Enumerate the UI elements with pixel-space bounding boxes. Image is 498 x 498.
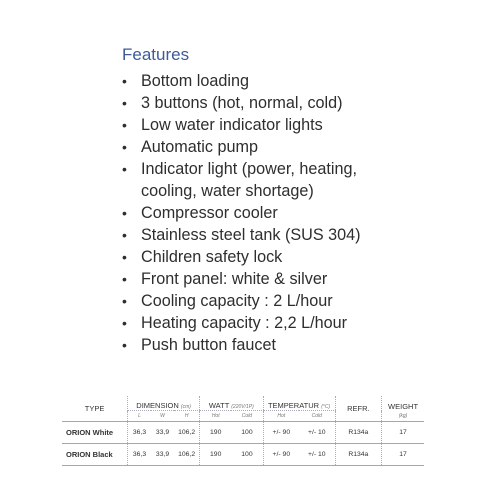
- header-weight: WEIGHT: [382, 396, 424, 411]
- feature-text: cooling, water shortage): [141, 182, 314, 200]
- bullet-icon: •: [122, 337, 127, 353]
- feature-item: [120, 158, 480, 202]
- sub-h: H: [174, 411, 199, 422]
- features-section: [120, 44, 480, 356]
- bullet-icon: •: [122, 293, 127, 309]
- cell-l: 36,3: [128, 422, 151, 444]
- sub-watt-cold: Cold: [231, 411, 263, 422]
- cell-l: 36,3: [128, 444, 151, 466]
- cell-weight: 17: [382, 444, 424, 466]
- header-refr: REFR.: [335, 396, 382, 422]
- sub-l: L: [128, 411, 151, 422]
- feature-item: [120, 92, 480, 114]
- feature-text: 3 buttons (hot, normal, cold): [141, 94, 343, 112]
- feature-text: Stainless steel tank (SUS 304): [141, 226, 361, 244]
- row-name: ORION White: [62, 422, 128, 444]
- cell-temp-hot: +/- 90: [263, 444, 299, 466]
- features-title: Features: [122, 45, 190, 64]
- bullet-icon: •: [122, 227, 127, 243]
- feature-text: Push button faucet: [141, 336, 276, 354]
- header-temperatur: TEMPERATUR (°C): [263, 396, 335, 411]
- feature-text: Children safety lock: [141, 248, 283, 266]
- feature-item: [120, 334, 480, 356]
- bullet-icon: •: [122, 73, 127, 89]
- table-row: [62, 444, 424, 466]
- feature-list: [120, 70, 480, 356]
- sub-weight-unit: (kg): [382, 411, 424, 422]
- bullet-icon: •: [122, 95, 127, 111]
- spec-table: [62, 396, 424, 466]
- cell-watt-cold: 100: [231, 444, 263, 466]
- feature-item: [120, 246, 480, 268]
- feature-item: [120, 312, 480, 334]
- cell-weight: 17: [382, 422, 424, 444]
- cell-temp-cold: +/- 10: [299, 422, 335, 444]
- feature-text: Bottom loading: [141, 72, 249, 90]
- cell-w: 33,9: [151, 444, 174, 466]
- feature-item: [120, 70, 480, 92]
- feature-text: Automatic pump: [141, 138, 258, 156]
- feature-item: [120, 114, 480, 136]
- cell-h: 106,2: [174, 422, 199, 444]
- bullet-icon: •: [122, 161, 127, 177]
- feature-item: [120, 224, 480, 246]
- sub-watt-hot: Hot: [200, 411, 232, 422]
- feature-text: Cooling capacity : 2 L/hour: [141, 292, 333, 310]
- feature-item: [120, 136, 480, 158]
- sub-temp-hot: Hot: [263, 411, 299, 422]
- cell-refr: R134a: [335, 422, 382, 444]
- feature-item: [120, 202, 480, 224]
- table-row: [62, 422, 424, 444]
- feature-text: Front panel: white & silver: [141, 270, 328, 288]
- header-dimension: DIMENSION (cm): [128, 396, 200, 411]
- cell-watt-cold: 100: [231, 422, 263, 444]
- cell-temp-cold: +/- 10: [299, 444, 335, 466]
- cell-refr: R134a: [335, 444, 382, 466]
- feature-item: [120, 268, 480, 290]
- row-name: ORION Black: [62, 444, 128, 466]
- sub-temp-cold: Cold: [299, 411, 335, 422]
- cell-temp-hot: +/- 90: [263, 422, 299, 444]
- sub-w: W: [151, 411, 174, 422]
- bullet-icon: •: [122, 271, 127, 287]
- bullet-icon: •: [122, 249, 127, 265]
- bullet-icon: •: [122, 205, 127, 221]
- feature-item: [120, 290, 480, 312]
- cell-w: 33,9: [151, 422, 174, 444]
- cell-h: 106,2: [174, 444, 199, 466]
- cell-watt-hot: 190: [200, 422, 232, 444]
- header-watt: WATT (220V/1P): [200, 396, 264, 411]
- bullet-icon: •: [122, 315, 127, 331]
- bullet-icon: •: [122, 139, 127, 155]
- feature-text: Compressor cooler: [141, 204, 278, 222]
- bullet-icon: •: [122, 117, 127, 133]
- feature-text: Indicator light (power, heating,: [141, 160, 357, 178]
- feature-text: Heating capacity : 2,2 L/hour: [141, 314, 348, 332]
- feature-text: Low water indicator lights: [141, 116, 323, 134]
- cell-watt-hot: 190: [200, 444, 232, 466]
- header-type: TYPE: [62, 396, 128, 422]
